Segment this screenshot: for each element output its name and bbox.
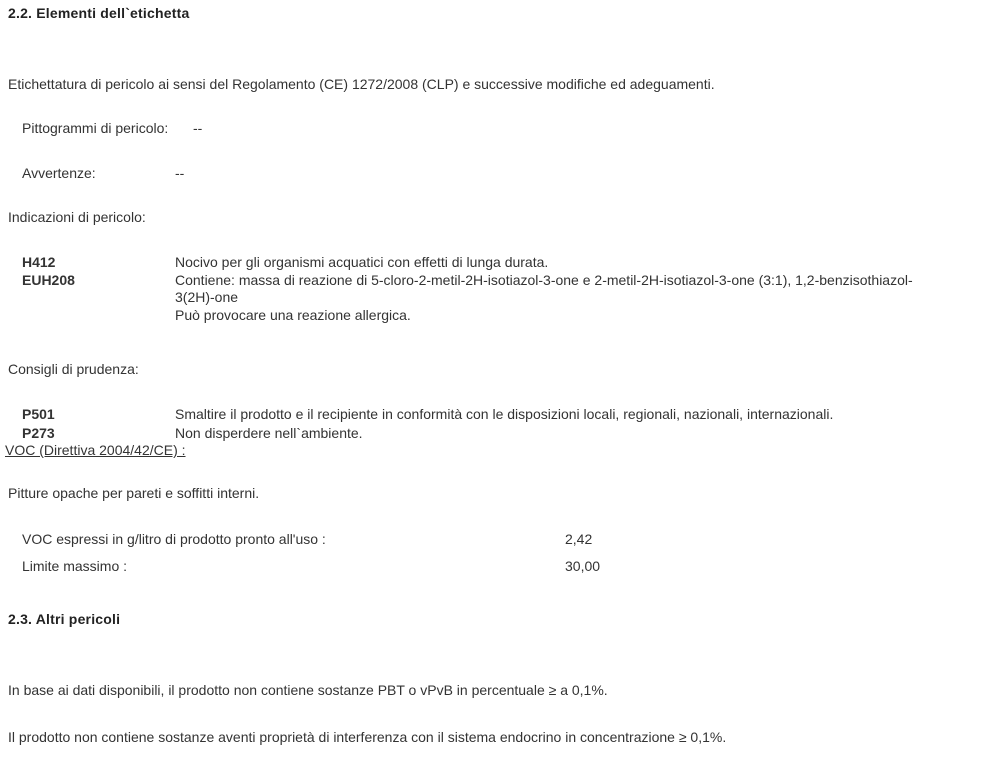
signal-word-value: -- bbox=[175, 165, 185, 181]
hazard-statement-row-h412 bbox=[0, 254, 1000, 272]
precaution-text-p273 bbox=[175, 424, 1000, 443]
hazard-text-line: Nocivo per gli organismi acquatici con effetti di lunga durata. bbox=[175, 254, 549, 270]
voc-expressed-value: 2,42 bbox=[565, 531, 593, 547]
signal-word-label: Avvertenze: bbox=[22, 165, 96, 181]
precaution-code-p501: P501 bbox=[22, 406, 55, 422]
hazard-text-euh208 bbox=[175, 272, 1000, 325]
voc-expressed-row bbox=[0, 531, 1000, 549]
endocrine-disruptor-paragraph: Il prodotto non contiene sostanze aventi proprietà di interferenza con il sistema endocrino in concentrazione ≥ 0,1%. bbox=[8, 729, 727, 745]
voc-directive-heading: VOC (Direttiva 2004/42/CE) : bbox=[5, 442, 186, 458]
signal-word-row bbox=[0, 165, 1000, 183]
precaution-text-line: Smaltire il prodotto e il recipiente in conformità con le disposizioni locali, regionali, nazionali, internazionali. bbox=[175, 406, 834, 422]
precaution-text-p501 bbox=[175, 405, 1000, 424]
hazard-text-line: Può provocare una reazione allergica. bbox=[175, 307, 411, 324]
pbt-vpvb-paragraph: In base ai dati disponibili, il prodotto non contiene sostanze PBT o vPvB in percentuale ≥ a 0,1%. bbox=[8, 682, 608, 698]
voc-expressed-label: VOC espressi in g/litro di prodotto pronto all'uso : bbox=[22, 531, 326, 547]
hazard-text-line: 3(2H)-one bbox=[175, 289, 239, 306]
pictograms-label: Pittogrammi di pericolo: bbox=[22, 120, 169, 136]
precaution-text-line: Non disperdere nell`ambiente. bbox=[175, 424, 363, 441]
precaution-row-p501 bbox=[0, 405, 1000, 424]
section-2-2-heading: 2.2. Elementi dell`etichetta bbox=[8, 5, 190, 21]
pictograms-value: -- bbox=[193, 120, 203, 136]
hazard-code-h412: H412 bbox=[22, 254, 56, 270]
precautionary-statements-label: Consigli di prudenza: bbox=[8, 361, 139, 377]
hazard-statements-table bbox=[0, 254, 1000, 325]
hazard-text-line: Contiene: massa di reazione di 5-cloro-2-metil-2H-isotiazol-3-one e 2-metil-2H-isotiazol-3-one (3:1), 1,2-benzisothiazol- bbox=[175, 271, 913, 288]
precaution-row-p273 bbox=[0, 424, 1000, 443]
hazard-statements-label: Indicazioni di pericolo: bbox=[8, 209, 146, 225]
voc-limit-value: 30,00 bbox=[565, 558, 601, 574]
labelling-intro-paragraph: Etichettatura di pericolo ai sensi del Regolamento (CE) 1272/2008 (CLP) e successive modifiche ed adeguamenti. bbox=[8, 76, 715, 92]
section-2-3-heading: 2.3. Altri pericoli bbox=[8, 611, 121, 627]
pictograms-row bbox=[0, 120, 1000, 138]
precaution-code-p273: P273 bbox=[22, 424, 55, 441]
hazard-statement-row-euh208 bbox=[0, 272, 1000, 325]
precautionary-statements-table bbox=[0, 405, 1000, 442]
voc-limit-label: Limite massimo : bbox=[22, 558, 128, 574]
hazard-code-euh208: EUH208 bbox=[22, 271, 75, 288]
voc-limit-row bbox=[0, 558, 1000, 576]
hazard-text-h412 bbox=[175, 254, 1000, 272]
voc-product-category: Pitture opache per pareti e soffitti interni. bbox=[8, 485, 260, 501]
